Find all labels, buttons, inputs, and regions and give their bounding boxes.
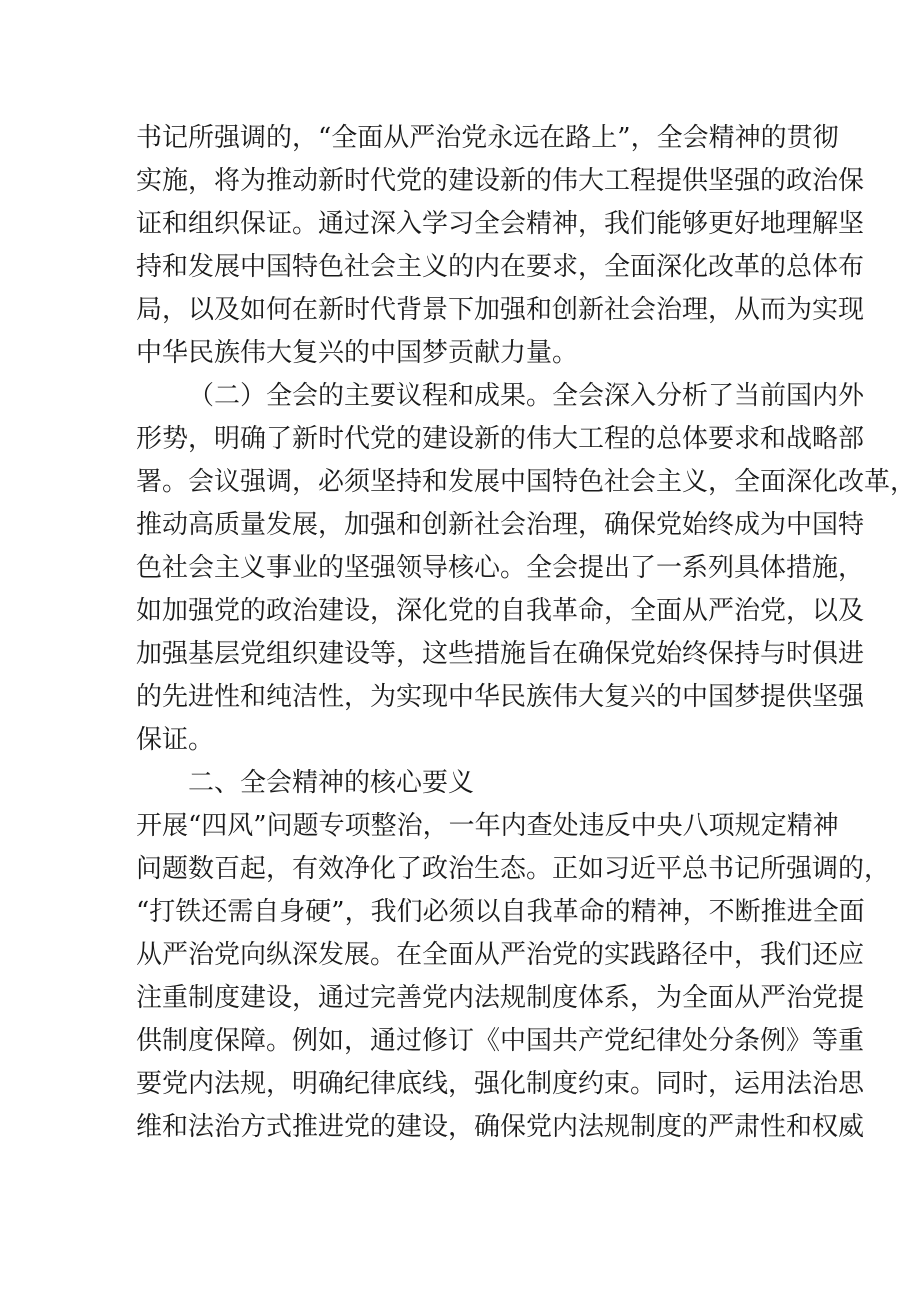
text-line: 维和法治方式推进党的建设，确保党内法规制度的严肃性和权威 (136, 1112, 865, 1142)
text-line: 开展“四风”问题专项整治，一年内查处违反中央八项规定精神 (136, 811, 839, 841)
text-line: 供制度保障。例如，通过修订《中国共产党纪律处分条例》等重 (136, 1026, 865, 1056)
text-line: 问题数百起，有效净化了政治生态。正如习近平总书记所强调的， (136, 854, 891, 884)
text-line: 形势，明确了新时代党的建设新的伟大工程的总体要求和战略部 (136, 424, 865, 454)
text-line: 证和组织保证。通过深入学习全会精神，我们能够更好地理解坚 (136, 209, 865, 239)
text-line: “打铁还需自身硬”，我们必须以自我革命的精神，不断推进全面 (136, 897, 865, 927)
text-line: 局，以及如何在新时代背景下加强和创新社会治理，从而为实现 (136, 295, 865, 325)
text-line: 从严治党向纵深发展。在全面从严治党的实践路径中，我们还应 (136, 940, 865, 970)
section-title: 二、全会精神的核心要义 (188, 768, 475, 798)
text-line: 要党内法规，明确纪律底线，强化制度约束。同时，运用法治思 (136, 1069, 865, 1099)
text-line: 中华民族伟大复兴的中国梦贡献力量。 (136, 338, 579, 368)
text-line: 署。会议强调，必须坚持和发展中国特色社会主义，全面深化改革， (136, 467, 917, 497)
text-line: 注重制度建设，通过完善党内法规制度体系，为全面从严治党提 (136, 983, 865, 1013)
text-line: 实施，将为推动新时代党的建设新的伟大工程提供坚强的政治保 (136, 166, 865, 196)
text-line: 保证。 (136, 725, 215, 755)
text-line: 如加强党的政治建设，深化党的自我革命，全面从严治党，以及 (136, 596, 865, 626)
text-line: 色社会主义事业的坚强领导核心。全会提出了一系列具体措施， (136, 553, 865, 583)
text-line: 持和发展中国特色社会主义的内在要求，全面深化改革的总体布 (136, 252, 865, 282)
text-line: 的先进性和纯洁性，为实现中华民族伟大复兴的中国梦提供坚强 (136, 682, 865, 712)
section-heading-2: （二）全会的主要议程和成果。全会深入分析了当前国内外 (188, 381, 865, 411)
text-line: 推动高质量发展，加强和创新社会治理，确保党始终成为中国特 (136, 510, 865, 540)
text-line: 书记所强调的，“全面从严治党永远在路上”，全会精神的贯彻 (136, 123, 839, 153)
text-line: 加强基层党组织建设等，这些措施旨在确保党始终保持与时俱进 (136, 639, 865, 669)
